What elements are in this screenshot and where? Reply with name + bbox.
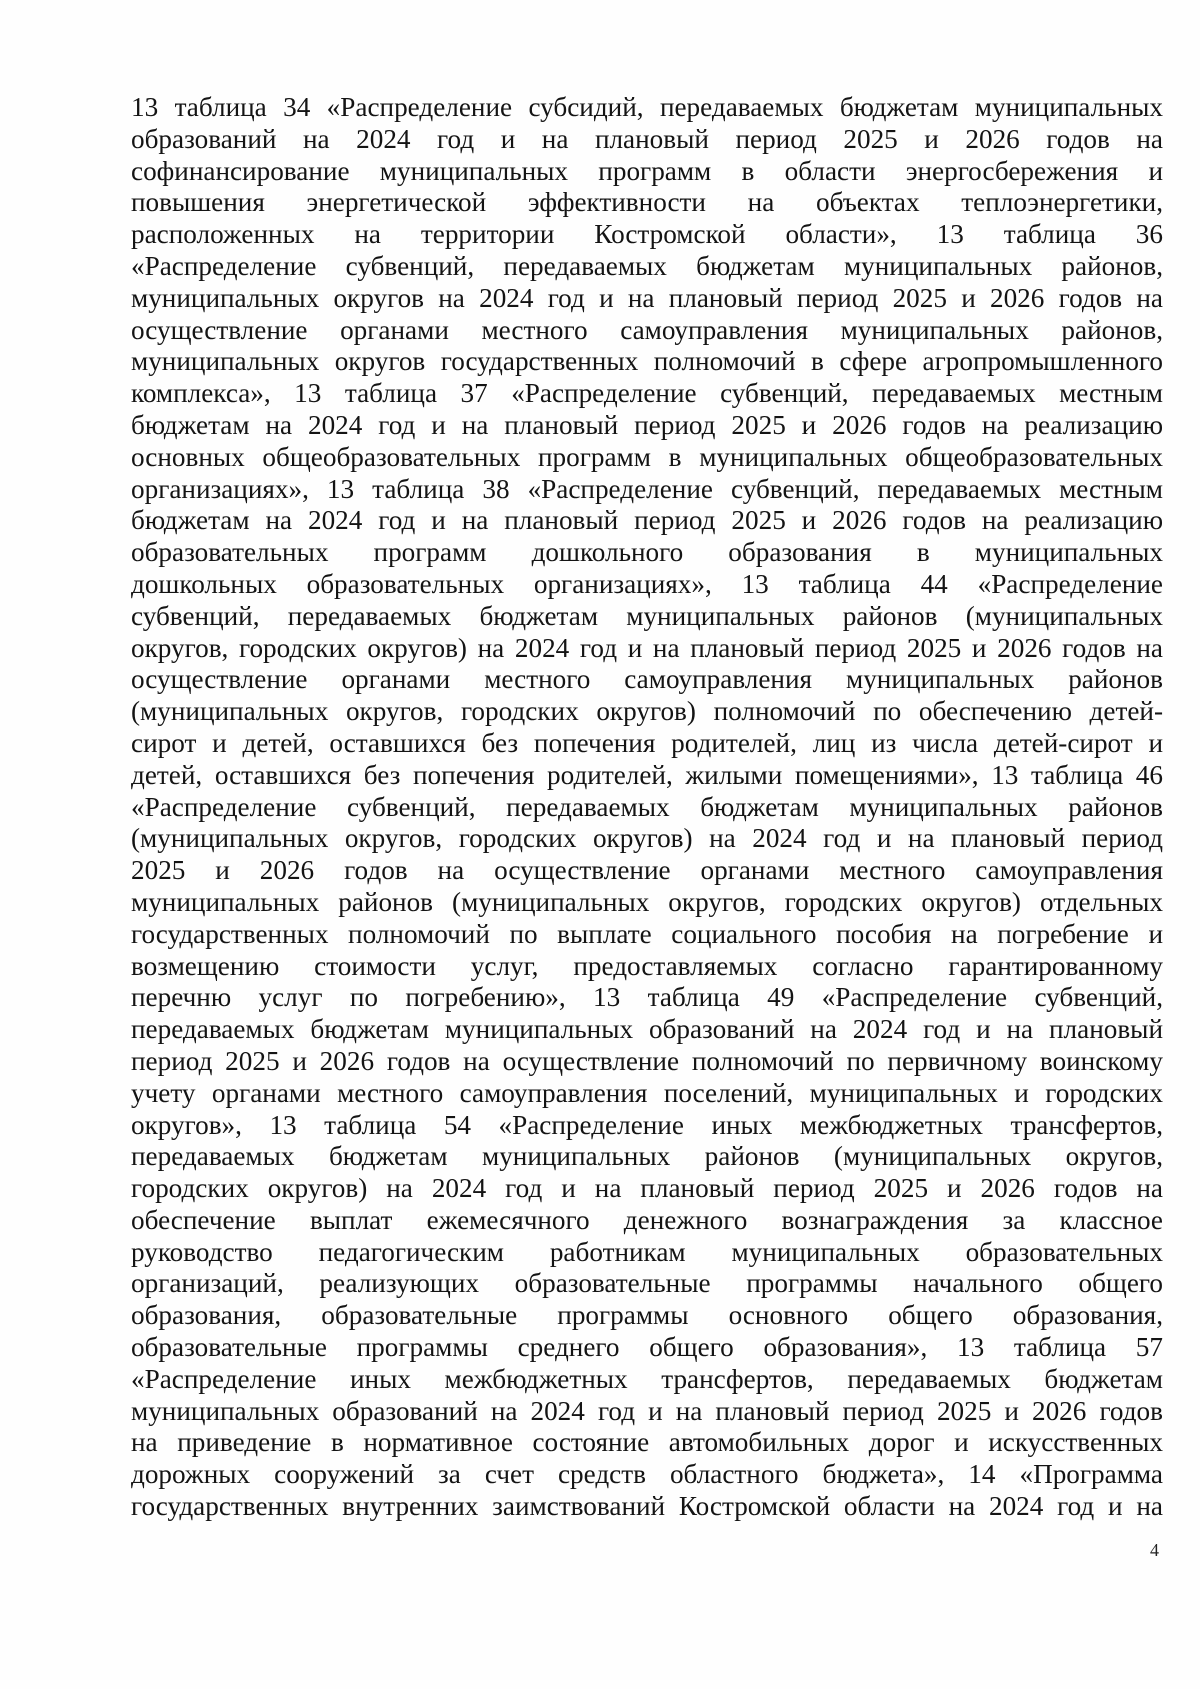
text-line: детей, оставшихся без попечения родителей, жилыми помещениями», 13 таблица 46	[131, 759, 1163, 790]
text-line: бюджетам на 2024 год и на плановый период 2025 и 2026 годов на реализацию	[131, 409, 1163, 440]
text-line: 13 таблица 34 «Распределение субсидий, передаваемых бюджетам муниципальных	[131, 92, 1163, 122]
text-line: «Распределение иных межбюджетных трансфертов, передаваемых бюджетам	[131, 1363, 1163, 1394]
text-line: муниципальных образований на 2024 год и на плановый период 2025 и 2026 годов	[131, 1395, 1163, 1426]
text-line: организациях», 13 таблица 38 «Распределение субвенций, передаваемых местным	[131, 473, 1163, 504]
text-line: (муниципальных округов, городских округов) полномочий по обеспечению детей-	[131, 696, 1163, 727]
text-line: учету органами местного самоуправления поселений, муниципальных и городских	[131, 1077, 1163, 1108]
text-line: дошкольных образовательных организациях», 13 таблица 44 «Распределение	[131, 568, 1163, 599]
text-line: округов, городских округов) на 2024 год и на плановый период 2025 и 2026 годов на	[131, 632, 1163, 663]
text-line: муниципальных округов государственных полномочий в сфере агропромышленного	[131, 346, 1163, 377]
text-line: передаваемых бюджетам муниципальных районов (муниципальных округов,	[131, 1141, 1163, 1172]
text-line: комплекса», 13 таблица 37 «Распределение субвенций, передаваемых местным	[131, 378, 1163, 409]
text-line: осуществление органами местного самоуправления муниципальных районов,	[131, 314, 1163, 345]
text-line: (муниципальных округов, городских округов) на 2024 год и на плановый период	[131, 823, 1163, 854]
text-line: софинансирование муниципальных программ в области энергосбережения и	[131, 155, 1163, 186]
text-line: государственных полномочий по выплате социального пособия на погребение и	[131, 918, 1163, 949]
text-line: передаваемых бюджетам муниципальных образований на 2024 год и на плановый	[131, 1014, 1163, 1045]
text-line: период 2025 и 2026 годов на осуществление полномочий по первичному воинскому	[131, 1045, 1163, 1076]
text-line: образований на 2024 год и на плановый период 2025 и 2026 годов на	[131, 123, 1163, 154]
text-line: городских округов) на 2024 год и на плановый период 2025 и 2026 годов на	[131, 1173, 1163, 1204]
text-line: возмещению стоимости услуг, предоставляемых согласно гарантированному	[131, 950, 1163, 981]
text-line: расположенных на территории Костромской области», 13 таблица 36	[131, 219, 1163, 250]
text-line: перечню услуг по погребению», 13 таблица 49 «Распределение субвенций,	[131, 982, 1163, 1013]
text-line: образования, образовательные программы основного общего образования,	[131, 1300, 1163, 1331]
text-line: бюджетам на 2024 год и на плановый период 2025 и 2026 годов на реализацию	[131, 505, 1163, 536]
text-line: основных общеобразовательных программ в муниципальных общеобразовательных	[131, 441, 1163, 472]
text-line: образовательных программ дошкольного образования в муниципальных	[131, 537, 1163, 568]
text-line: муниципальных районов (муниципальных округов, городских округов) отдельных	[131, 886, 1163, 917]
text-line: субвенций, передаваемых бюджетам муниципальных районов (муниципальных	[131, 600, 1163, 631]
body-paragraph	[131, 92, 1163, 1523]
text-line: руководство педагогическим работникам муниципальных образовательных	[131, 1236, 1163, 1267]
text-line: организаций, реализующих образовательные программы начального общего	[131, 1268, 1163, 1299]
text-line: образовательные программы среднего общего образования», 13 таблица 57	[131, 1332, 1163, 1363]
text-line: на приведение в нормативное состояние автомобильных дорог и искусственных	[131, 1427, 1163, 1458]
text-line: осуществление органами местного самоуправления муниципальных районов	[131, 664, 1163, 695]
text-line: округов», 13 таблица 54 «Распределение иных межбюджетных трансфертов,	[131, 1109, 1163, 1140]
text-line: сирот и детей, оставшихся без попечения родителей, лиц из числа детей-сирот и	[131, 727, 1163, 758]
text-line: «Распределение субвенций, передаваемых бюджетам муниципальных районов	[131, 791, 1163, 822]
page-number: 4	[1150, 1540, 1159, 1560]
text-line: 2025 и 2026 годов на осуществление органами местного самоуправления	[131, 855, 1163, 886]
text-line: обеспечение выплат ежемесячного денежного вознаграждения за классное	[131, 1204, 1163, 1235]
text-line: муниципальных округов на 2024 год и на плановый период 2025 и 2026 годов на	[131, 282, 1163, 313]
text-line: государственных внутренних заимствований Костромской области на 2024 год и на	[131, 1491, 1163, 1522]
text-line: «Распределение субвенций, передаваемых бюджетам муниципальных районов,	[131, 250, 1163, 281]
text-line: повышения энергетической эффективности на объектах теплоэнергетики,	[131, 187, 1163, 218]
text-line: дорожных сооружений за счет средств областного бюджета», 14 «Программа	[131, 1459, 1163, 1490]
